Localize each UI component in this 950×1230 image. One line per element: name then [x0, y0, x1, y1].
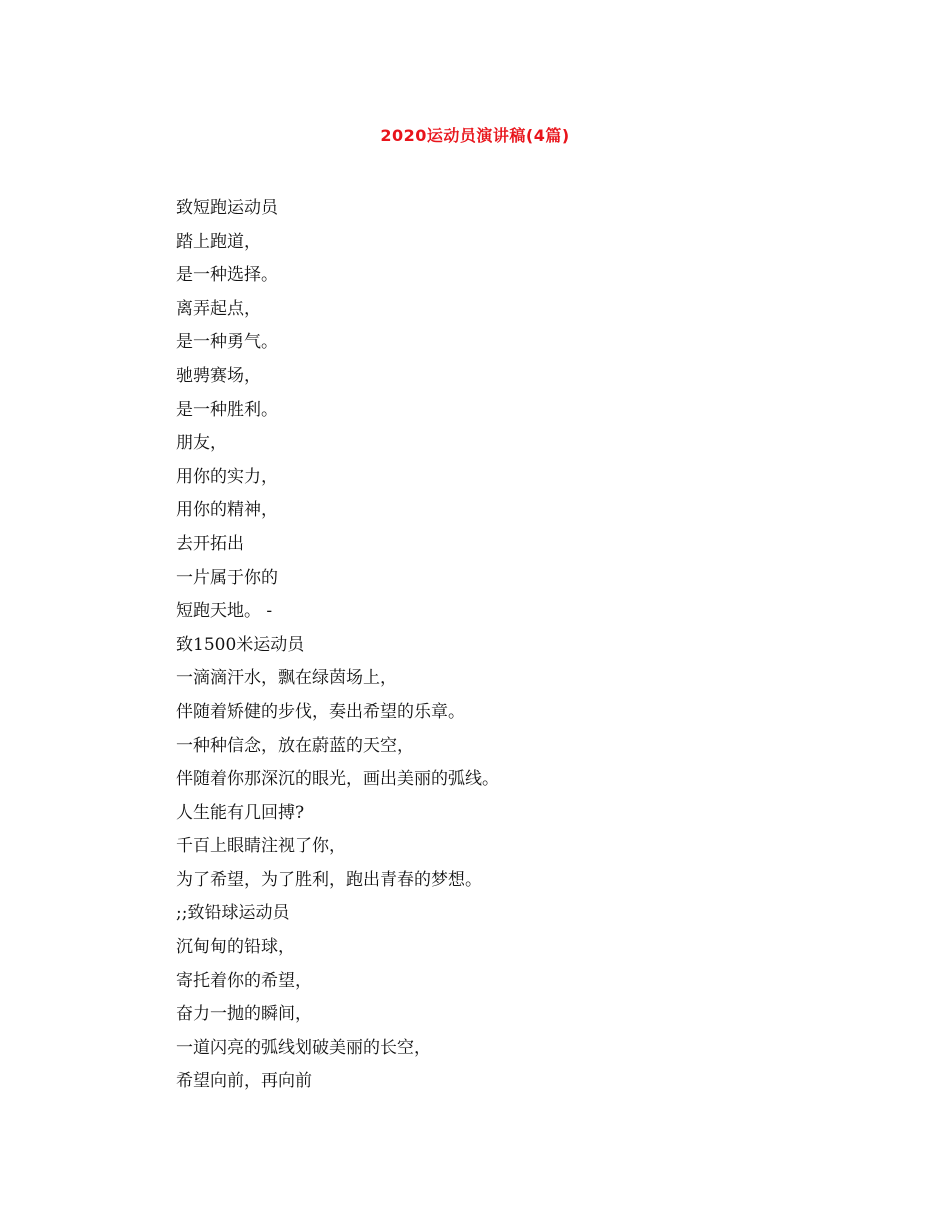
text-line: 一滴滴汗水，飘在绿茵场上，: [176, 668, 397, 689]
text-line: 致1500米运动员: [176, 634, 305, 655]
text-line: 短跑天地。 -: [176, 601, 273, 622]
text-line: 人生能有几回搏?: [176, 802, 305, 823]
text-line: 希望向前，再向前: [176, 1071, 312, 1092]
text-line: 一道闪亮的弧线划破美丽的长空，: [176, 1037, 431, 1058]
text-line: 为了希望，为了胜利，跑出青春的梦想。: [176, 869, 482, 890]
text-line: 是一种选择。: [176, 265, 278, 286]
text-line: 奋力一抛的瞬间，: [176, 1004, 312, 1025]
text-line: 伴随着矫健的步伐，奏出希望的乐章。: [176, 701, 465, 722]
text-line: 伴随着你那深沉的眼光，画出美丽的弧线。: [176, 769, 499, 790]
text-line: 朋友，: [176, 433, 227, 454]
text-line: ;;致铅球运动员: [176, 903, 290, 924]
text-line: 是一种勇气。: [176, 332, 278, 353]
text-line: 去开拓出: [176, 533, 244, 554]
text-line: 致短跑运动员: [176, 198, 278, 218]
text-line: 驰骋赛场，: [176, 365, 261, 386]
text-line: 用你的实力，: [176, 466, 278, 487]
text-line: 一片属于你的: [176, 567, 278, 588]
document-title: 2020运动员演讲稿(4篇): [380, 126, 570, 145]
text-line: 是一种胜利。: [176, 399, 278, 420]
text-line: 离弄起点，: [176, 298, 261, 319]
text-line: 一种种信念，放在蔚蓝的天空，: [176, 735, 414, 756]
document-body: [176, 192, 796, 1099]
text-line: 沉甸甸的铅球，: [176, 937, 295, 958]
text-line: 寄托着你的希望，: [176, 970, 312, 991]
text-line: 千百上眼睛注视了你，: [176, 836, 346, 857]
text-line: 用你的精神，: [176, 500, 278, 521]
text-line: 踏上跑道，: [176, 231, 261, 252]
